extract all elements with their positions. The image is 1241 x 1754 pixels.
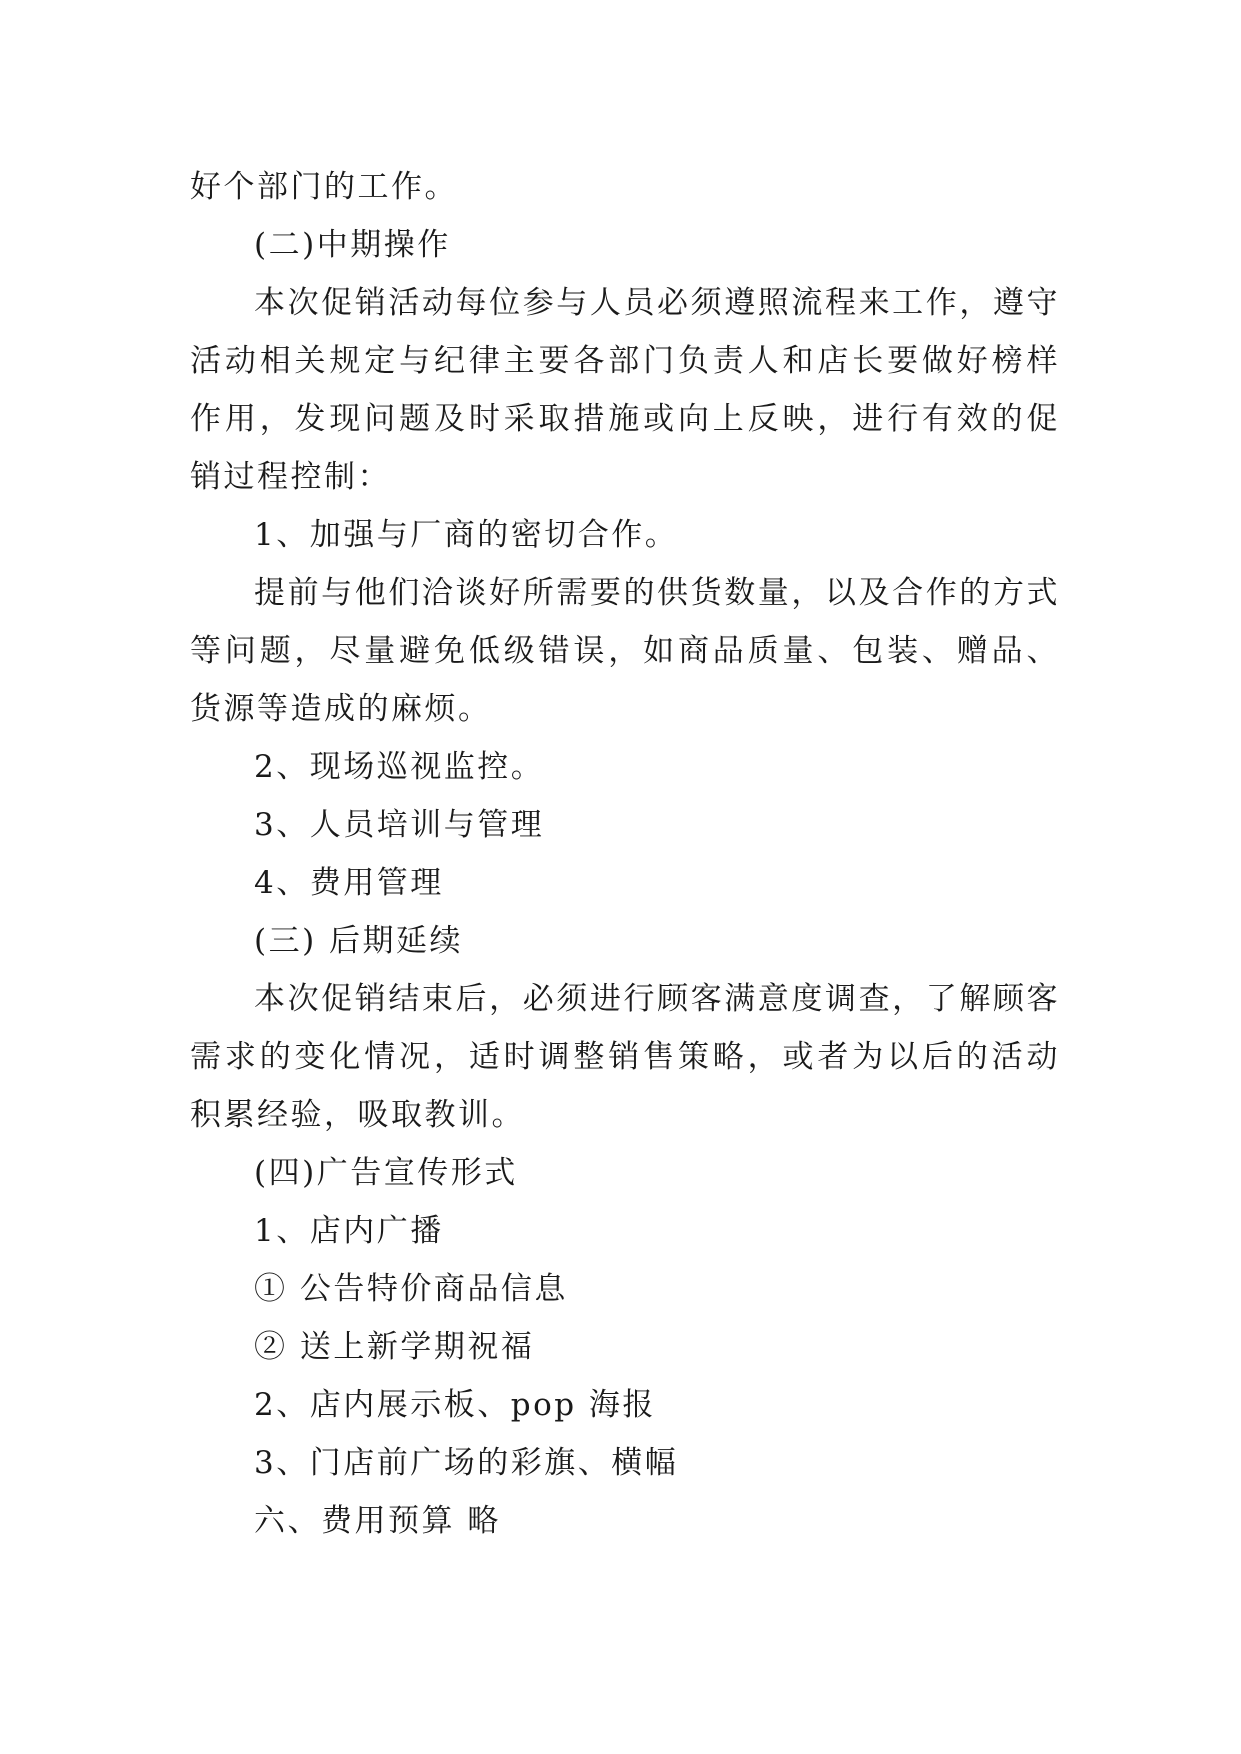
- paragraph-continuation: 好个部门的工作。: [190, 169, 458, 205]
- heading-later-continuation: (三) 后期延续: [254, 923, 464, 959]
- paragraph-supply-negotiation: 提前与他们洽谈好所需要的供货数量，以及合作的方式等问题，尽量避免低级错误，如商品质量、包装、赠品、货源等造成的麻烦。: [190, 575, 1060, 727]
- paragraph-customer-survey: 本次促销结束后，必须进行顾客满意度调查，了解顾客需求的变化情况，适时调整销售策略，或者为以后的活动积累经验，吸取教训。: [190, 981, 1060, 1133]
- section-budget: 六、费用预算 略: [254, 1503, 501, 1539]
- list-item-cost-management: 4、费用管理: [254, 865, 444, 901]
- list-item-banners: 3、门店前广场的彩旗、横幅: [254, 1445, 679, 1481]
- sub-item-special-offers: ① 公告特价商品信息: [254, 1271, 568, 1307]
- list-item-manufacturer-cooperation: 1、加强与厂商的密切合作。: [254, 517, 679, 553]
- heading-advertising-forms: (四)广告宣传形式: [254, 1155, 518, 1191]
- list-item-store-broadcast: 1、店内广播: [254, 1213, 444, 1249]
- list-item-staff-training: 3、人员培训与管理: [254, 807, 545, 843]
- list-item-display-boards: 2、店内展示板、pop 海报: [254, 1387, 656, 1423]
- document-body: [190, 158, 1060, 1550]
- heading-mid-term-operation: (二)中期操作: [254, 227, 451, 263]
- list-item-onsite-monitoring: 2、现场巡视监控。: [254, 749, 545, 785]
- sub-item-new-term-wishes: ② 送上新学期祝福: [254, 1329, 535, 1365]
- paragraph-process-control: 本次促销活动每位参与人员必须遵照流程来工作，遵守活动相关规定与纪律主要各部门负责人和店长要做好榜样作用，发现问题及时采取措施或向上反映，进行有效的促销过程控制：: [190, 285, 1060, 495]
